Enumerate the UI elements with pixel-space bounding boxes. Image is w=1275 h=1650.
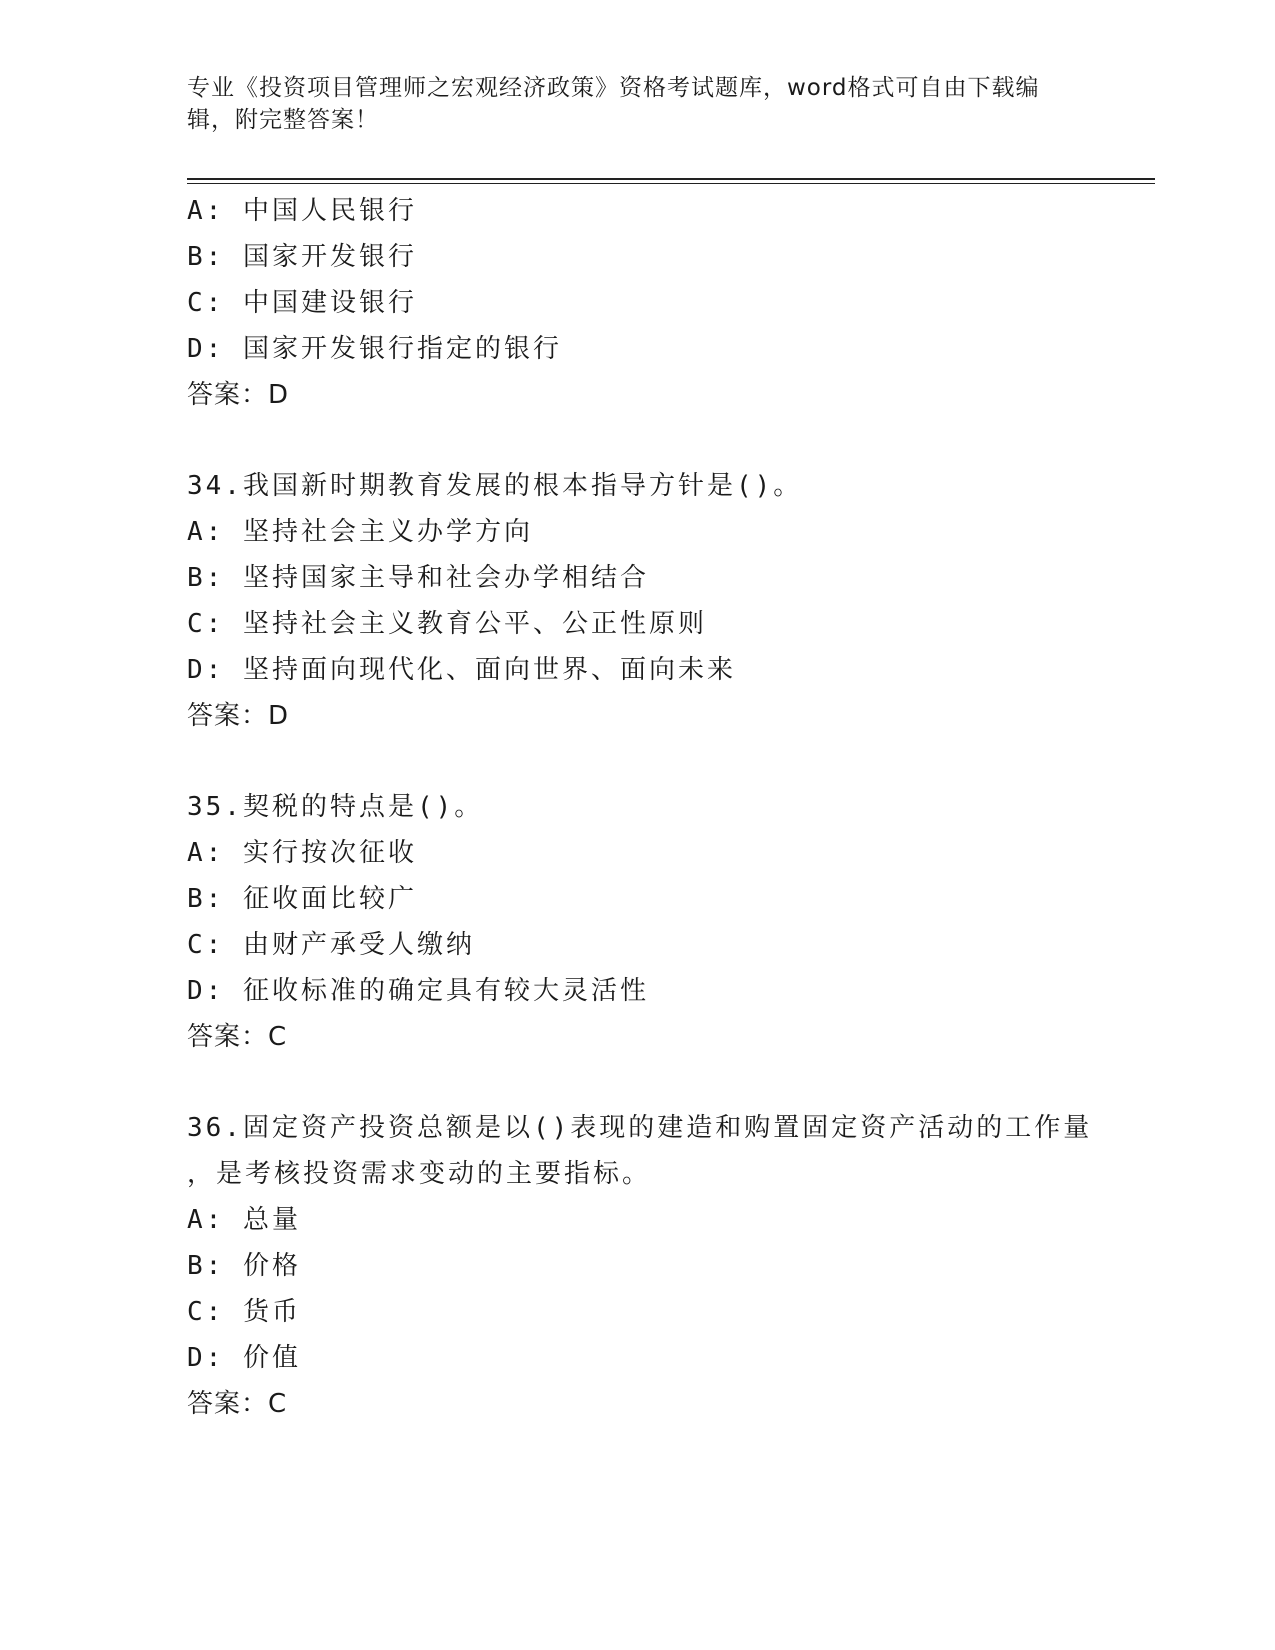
question-stem: 34.我国新时期教育发展的根本指导方针是()。 bbox=[187, 471, 803, 501]
question-block-36 bbox=[187, 1105, 1127, 1427]
document-header: 专业《投资项目管理师之宏观经济政策》资格考试题库，word格式可自由下载编辑，附完整答案！ bbox=[187, 75, 1040, 133]
question-block-34 bbox=[187, 463, 1127, 739]
option-d: D: 征收标准的确定具有较大灵活性 bbox=[187, 976, 649, 1006]
option-d: D: 坚持面向现代化、面向世界、面向未来 bbox=[187, 655, 736, 685]
question-block-35 bbox=[187, 784, 1127, 1060]
answer-line: 答案：D bbox=[187, 701, 290, 731]
option-c: C: 坚持社会主义教育公平、公正性原则 bbox=[187, 609, 707, 639]
question-block-prev bbox=[187, 188, 1127, 418]
option-a: A: 实行按次征收 bbox=[187, 838, 417, 868]
question-stem-continued: ，是考核投资需求变动的主要指标。 bbox=[187, 1159, 652, 1189]
option-c: C: 货币 bbox=[187, 1297, 301, 1327]
question-content bbox=[187, 188, 1127, 1427]
option-d: D: 价值 bbox=[187, 1343, 301, 1373]
option-c: C: 中国建设银行 bbox=[187, 288, 417, 318]
option-a: A: 总量 bbox=[187, 1205, 301, 1235]
spacer bbox=[187, 739, 1127, 784]
option-a: A: 坚持社会主义办学方向 bbox=[187, 517, 533, 547]
option-b: B: 国家开发银行 bbox=[187, 242, 417, 272]
answer-line: 答案：C bbox=[187, 1022, 288, 1052]
option-a: A: 中国人民银行 bbox=[187, 196, 417, 226]
option-b: B: 征收面比较广 bbox=[187, 884, 417, 914]
option-c: C: 由财产承受人缴纳 bbox=[187, 930, 475, 960]
answer-line: 答案：C bbox=[187, 1389, 288, 1419]
option-d: D: 国家开发银行指定的银行 bbox=[187, 334, 562, 364]
answer-line: 答案：D bbox=[187, 380, 290, 410]
question-stem: 36.固定资产投资总额是以()表现的建造和购置固定资产活动的工作量 bbox=[187, 1113, 1093, 1143]
question-stem: 35.契税的特点是()。 bbox=[187, 792, 484, 822]
spacer bbox=[187, 418, 1127, 463]
header-divider bbox=[187, 178, 1155, 184]
spacer bbox=[187, 1060, 1127, 1105]
option-b: B: 坚持国家主导和社会办学相结合 bbox=[187, 563, 649, 593]
option-b: B: 价格 bbox=[187, 1251, 301, 1281]
